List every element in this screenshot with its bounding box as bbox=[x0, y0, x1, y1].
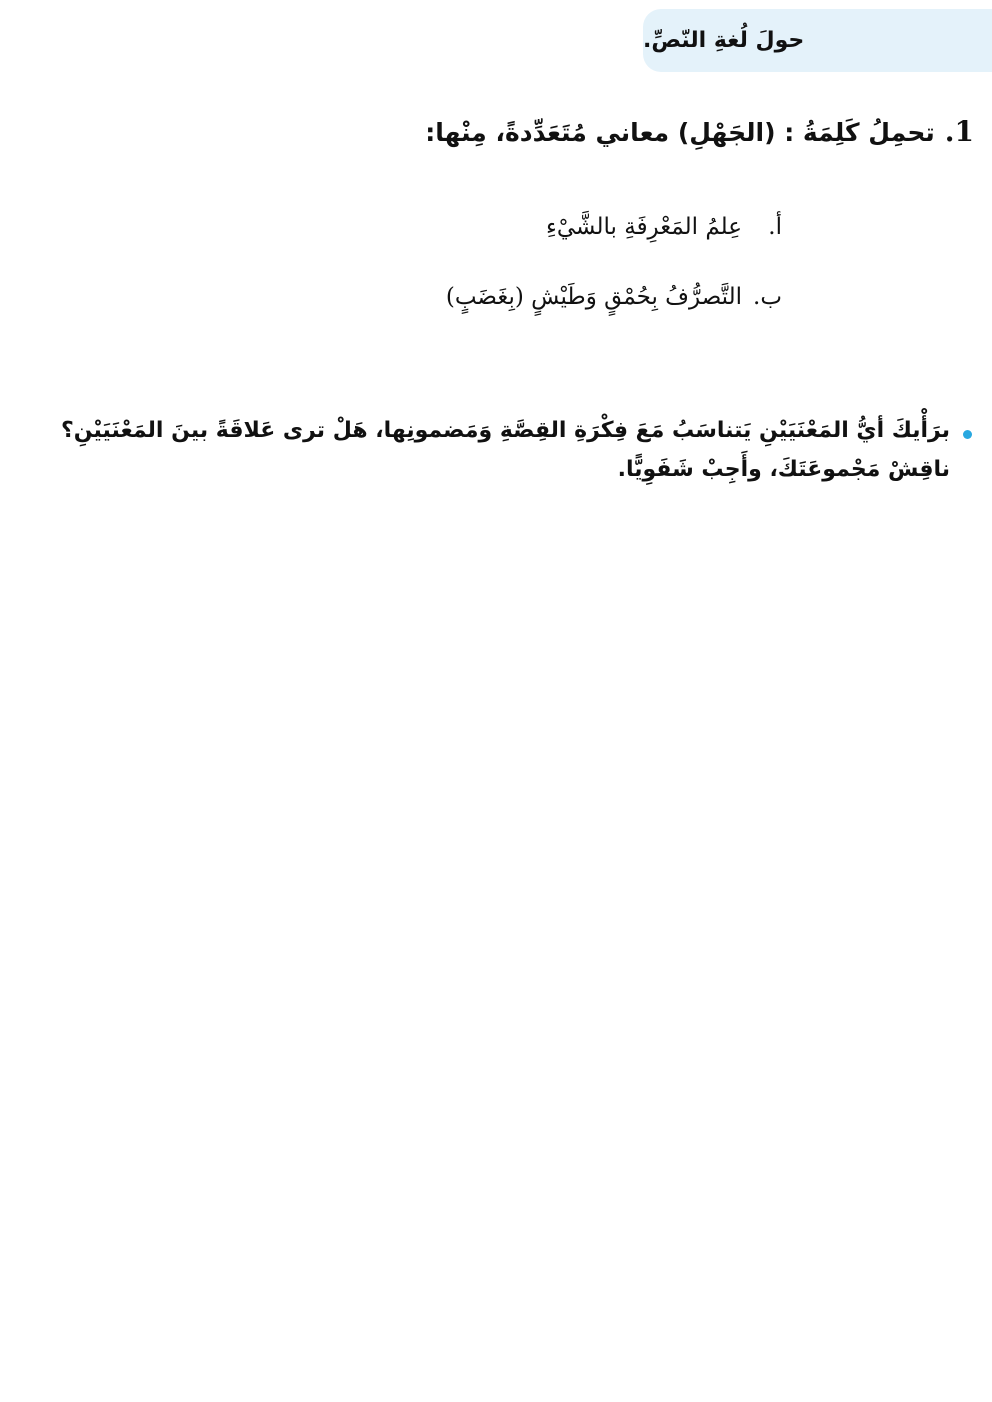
question-text: تحمِلُ كَلِمَةُ : (الجَهْلِ) معاني مُتَعَدِّدةً، مِنْها: bbox=[425, 118, 935, 147]
option-b bbox=[342, 284, 782, 354]
option-text: التَّصرُّفُ بِحُمْقٍ وَطَيْشٍ (بِغَضَبٍ) bbox=[445, 284, 742, 310]
option-a bbox=[342, 214, 782, 284]
section-header bbox=[643, 9, 992, 72]
question-number: 1. bbox=[944, 115, 974, 148]
option-marker: ب. bbox=[753, 284, 782, 310]
bullet-icon bbox=[963, 430, 972, 439]
discussion-prompt bbox=[22, 412, 972, 489]
question-1 bbox=[354, 112, 974, 151]
discussion-text: برَأْيكَ أيُّ المَعْنَيَيْنِ يَتناسَبُ مَعَ فِكْرَةِ القِصَّةِ وَمَضمونِها، هَلْ ترى عَلاقَةً بينَ المَعْنَيَيْنِ؟ ناقِشْ مَجْموعَتَكَ، وأَجِبْ شَفَوِيًّا. bbox=[60, 418, 950, 482]
option-marker: أ. bbox=[768, 214, 782, 240]
option-text: عِلمُ المَعْرِفَةِ بالشَّيْءِ bbox=[546, 214, 742, 240]
section-title: حولَ لُغةِ النّصِّ. bbox=[643, 28, 805, 53]
options-list bbox=[342, 214, 782, 354]
